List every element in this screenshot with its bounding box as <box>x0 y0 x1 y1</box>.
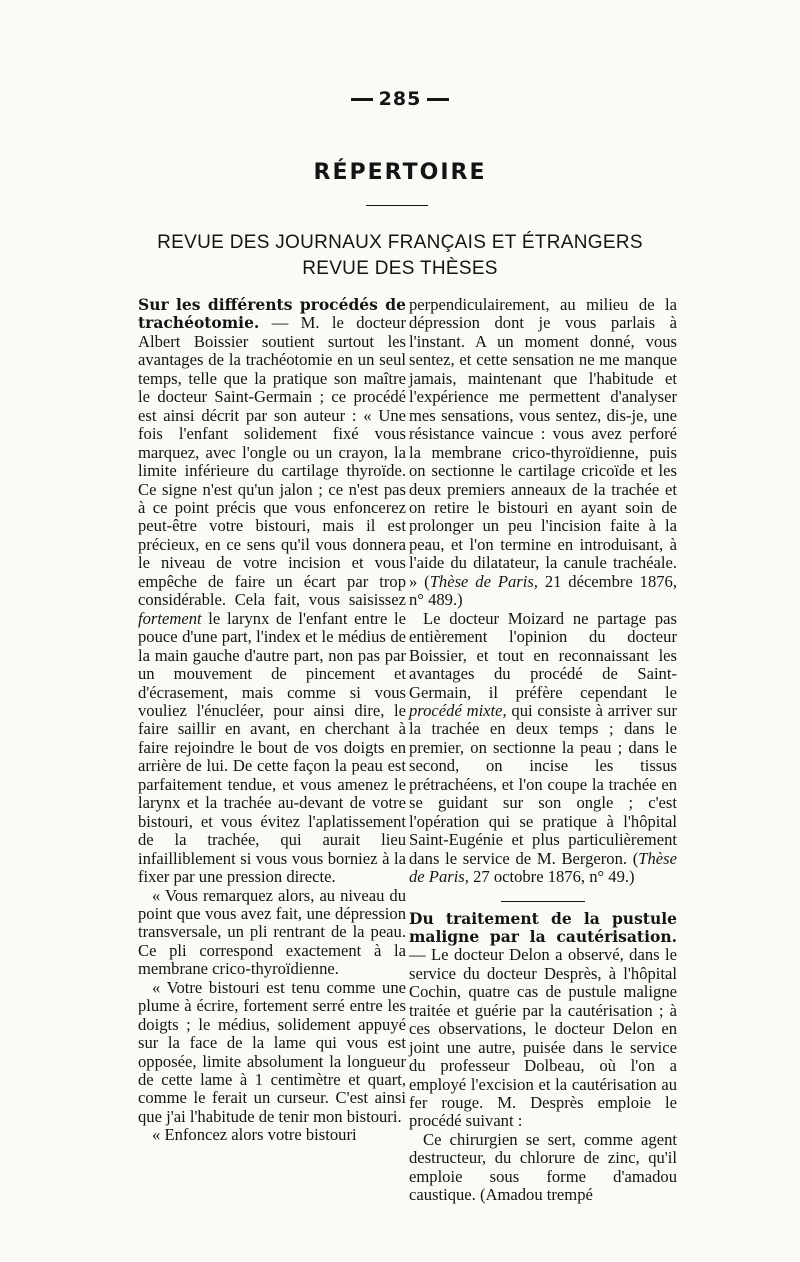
page-number-text: 285 <box>378 88 422 110</box>
text-run: qui consiste à arriver sur la trachée en deux temps ; dans le premier, on sectionne la peau ; dans le second, on incise les tissus prétrachéens, et l'on coupe la trachée en se guidant sur son ongle ; c'est l'opération qui se pratique à l'hôpital Saint-Eugénie et plus particulièrement dans le service de M. Bergeron. ( <box>409 700 677 868</box>
dash-left <box>351 98 373 101</box>
article-title-tracheotomie: Sur les différents procédés de trachéotomie. <box>138 295 406 333</box>
paragraph: « Enfoncez alors votre bistouri <box>152 1125 357 1145</box>
left-column <box>138 296 406 1145</box>
dash-right <box>427 98 449 101</box>
text-run: 27 octobre 1876, n° 49.) <box>468 867 635 887</box>
right-column <box>409 296 677 1205</box>
paragraph <box>409 296 677 610</box>
subheading-journals: REVUE DES JOURNAUX FRANÇAIS ET ÉTRANGERS <box>157 232 643 253</box>
italic-run: fortement <box>138 608 202 628</box>
paragraph: « Vous remarquez alors, au niveau du point que vous avez fait, une dépression transversale, un pli rentrant de la peau. Ce pli correspond exactement à la membrane crico-thyroïdienne. <box>138 885 406 979</box>
text-run: 21 décembre 1876, n° 489.) <box>409 571 677 610</box>
page-number <box>0 88 800 110</box>
paragraph <box>138 296 406 887</box>
paragraph: « Votre bistouri est tenu comme une plume à écrire, fortement serré entre les doigts ; le médius, solidement appuyé sur la face de la lame qui vous est opposée, limite absolument la longueur de cette lame à 1 centimètre et quart, comme le ferait un curseur. C'est ainsi que j'ai l'habitude de tenir mon bistouri. <box>138 977 406 1126</box>
text-run: perpendiculairement, au milieu de la dépression dont je vous parlais à l'instant. A un moment donné, vous sentez, et cette sensation ne me manque jamais, maintenant que l'habitude et l'expérience me permettent d'analyser mes sensations, vous sentez, dis-je, une résistance vaincue : vous avez perforé la membrane crico-thyroïdienne, puis on sectionne le cartilage cricoïde et les deux premiers anneaux de la trachée et on retire le bistouri en ayant soin de prolonger un peu l'incision faite à la peau, et l'on termine en introduisant, à l'aide du dilatateur, la canule trachéale. » ( <box>409 295 677 591</box>
text-run: Le docteur Moizard ne partage pas entièrement l'opinion du docteur Boissier, et tout en reconnaissant les avantages du procédé de Saint-Germain, il préfère cependant le <box>409 608 677 702</box>
text-run: — M. le docteur Albert Boissier soutient surtout les avantages de la trachéotomie en un seul temps, telle que la pratique son maître le docteur Saint-Germain ; ce procédé est ainsi décrit par son auteur : « Une fois l'enfant solidement fixé vous marquez, avec l'ongle ou un crayon, la limite inférieure du cartilage thyroïde. Ce signe n'est qu'un jalon ; ce n'est pas à ce point précis que vous enfoncerez peut-être votre bistouri, mais il est précieux, en ce sens qu'il vous donnera le niveau de votre incision et vous empêche de faire un écart par trop considérable. Cela fait, vous saisissez <box>138 313 406 610</box>
section-heading: RÉPERTOIRE <box>313 160 487 185</box>
text-run: le larynx de l'enfant entre le pouce d'une part, l'index et le médius de la main gauche d'autre part, non pas par un mouvement de pincement et d'écrasement, mais comme si vous vouliez l'énucléer, pour ainsi dire, le faire saillir en avant, en cherchant à faire rejoindre le bout de vos doigts en arrière de lui. De cette façon la peau est parfaitement tendue, et vous amenez le larynx et la trachée au-devant de votre bistouri, et vous évitez l'aplatissement de la trachée, qui aurait lieu infailliblement si vous vous borniez à la fixer par une pression directe. <box>138 608 406 887</box>
paragraph <box>409 910 677 1131</box>
subheading-theses: REVUE DES THÈSES <box>302 258 498 279</box>
italic-run: procédé mixte, <box>409 700 507 720</box>
italic-run: Thèse de Paris, <box>429 571 538 591</box>
heading-rule <box>366 205 428 206</box>
paragraph <box>409 610 677 887</box>
paragraph: Ce chirurgien se sert, comme agent destructeur, du chlorure de zinc, qu'il emploie sous forme d'amadou caustique. (Amadou trempé <box>409 1129 677 1205</box>
section-divider <box>501 901 585 902</box>
italic-run: Thèse de Paris, <box>409 848 677 887</box>
text-run: — Le docteur Delon a observé, dans le service du docteur Desprès, à l'hôpital Cochin, quatre cas de pustule maligne traitée et guérie par la cautérisation ; à ces observations, le docteur Delon en joint une autre, puisée dans le service du professeur Dolbeau, où l'on a employé l'excision et la cautérisation au fer rouge. M. Desprès emploie le procédé suivant : <box>409 945 677 1131</box>
article-title-pustule: Du traitement de la pustule maligne par la cautérisation. <box>409 908 677 946</box>
